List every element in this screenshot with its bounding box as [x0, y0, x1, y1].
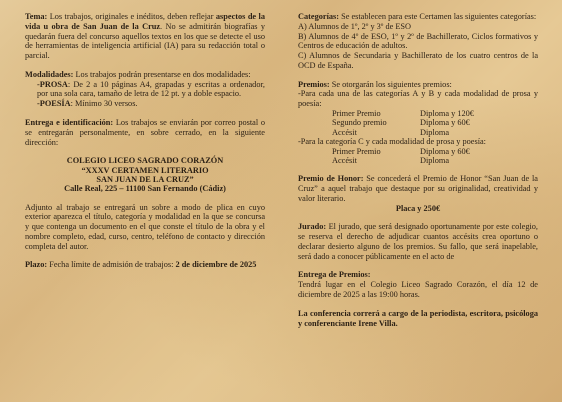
premios-ab-text: -Para cada una de las categorías A y B y cada modalidad de prosa y poesía:: [298, 89, 538, 109]
address-line-4: Calle Real, 225 – 11100 San Fernando (Cádiz): [64, 184, 226, 194]
prize-value: Diploma: [420, 155, 450, 165]
categorias-paragraph: [298, 12, 538, 22]
plazo-date: 2 de diciembre de 2025: [175, 260, 257, 270]
prize-row: [332, 118, 474, 127]
premios-text: Se otorgarán los siguientes premios:: [329, 79, 452, 89]
prize-name: Accésit: [332, 155, 357, 165]
honor-prize-text: Placa y 250€: [395, 203, 441, 213]
entrega-text: Los trabajos se enviarán por correo postal o se entregarán personalmente, en sobre cerrado, en la siguiente dirección:: [25, 118, 265, 147]
prize-value: Diploma y 60€: [420, 118, 470, 128]
categorias-title: Categorías:: [298, 12, 340, 21]
poesia-paragraph: [25, 99, 265, 109]
modalidades-title: Modalidades:: [25, 69, 74, 79]
entrega-premios-title-line: [298, 270, 538, 280]
premios-c-text: -Para la categoría C y cada modalidad de prosa y poesía:: [298, 136, 486, 146]
address-line-1: COLEGIO LICEO SAGRADO CORAZÓN: [66, 156, 224, 166]
entrega-title: Entrega e identificación:: [25, 118, 114, 128]
entrega-premios-title: Entrega de Premios:: [298, 270, 371, 280]
prize-row: [332, 128, 474, 137]
prize-row: [332, 156, 470, 165]
prizes-ab-table: [332, 109, 474, 137]
honor-prize: [298, 204, 538, 214]
prize-name: Primer Premio: [332, 146, 381, 156]
poesia-text: : Mínimo 30 versos.: [70, 99, 138, 109]
conferencia-text: La conferencia correrá a cargo de la periodista, escritora, psicóloga y conferenciante Irene Villa.: [298, 308, 538, 328]
entrega-paragraph: [25, 118, 265, 147]
adjunto-paragraph: Adjunto al trabajo se entregará un sobre a modo de plica en cuyo exterior aparezca el título, categoría y modalidad en la que se concursa y que contenga un documento en el que conste el título de la obra y el nombre completo, edad, curso, centro, teléfono de contacto y dirección completa del autor.: [25, 202, 265, 251]
premios-title: Premios:: [298, 79, 330, 89]
prosa-paragraph: [25, 80, 265, 100]
prizes-c-table: [332, 147, 470, 166]
tema-text-2: . No se admitirán biografías y quedarán fuera del concurso aquellos textos en los que se detecte el uso de herramientas de inteligencia artificial (IA) para su redacción total o parcial.: [25, 21, 265, 61]
category-b: B) Alumnos de 4º de ESO, 1º y 2º de Bachillerato, Ciclos formativos y Centros de educación de adultos.: [298, 31, 538, 51]
address-line-2: “XXXV CERTAMEN LITERARIO: [81, 165, 209, 175]
address-line-3: SAN JUAN DE LA CRUZ”: [96, 174, 194, 184]
tema-text: Los trabajos, originales e inéditos, deben reflejar: [47, 12, 216, 21]
plazo-title: Plazo:: [25, 260, 48, 270]
prize-name: Primer Premio: [332, 109, 381, 119]
jurado-title: Jurado:: [298, 222, 327, 232]
prize-name: Accésit: [332, 127, 357, 137]
modalidades-paragraph: [25, 70, 265, 80]
premios-paragraph: [298, 80, 538, 90]
categorias-text: Se establecen para este Certamen las siguientes categorías:: [339, 12, 537, 21]
entrega-premios-text: Tendrá lugar en el Colegio Liceo Sagrado Corazón, el día 12 de diciembre de 2025 a las 19:00 horas.: [298, 280, 538, 300]
honor-text: Se concederá el Premio de Honor “San Juan de la Cruz” a aquel trabajo que destaque por su originalidad, creatividad y valor literario.: [298, 174, 538, 203]
prosa-text: : De 2 a 10 páginas A4, grapadas y escritas a ordenador, por una sola cara, tamaño de letra de 12 pt. y a doble espacio.: [37, 79, 265, 99]
prosa-title: -PROSA: [37, 79, 68, 89]
plazo-text: Fecha límite de admisión de trabajos:: [47, 260, 176, 270]
plazo-paragraph: [25, 260, 265, 270]
prize-value: Diploma y 60€: [420, 146, 470, 156]
conferencia-paragraph: [298, 309, 538, 329]
honor-title: Premio de Honor:: [298, 174, 364, 184]
tema-bold: aspectos de la vida u obra de San Juan de la Cruz: [25, 12, 265, 31]
prize-value: Diploma: [420, 127, 450, 137]
prize-value: Diploma y 120€: [420, 109, 474, 119]
poesia-title: -POESÍA: [37, 99, 71, 109]
tema-title: Tema:: [25, 12, 48, 21]
honor-paragraph: [298, 174, 538, 203]
prize-row: [332, 147, 470, 156]
category-a: A) Alumnos de 1º, 2º y 3º de ESO: [298, 21, 412, 31]
tema-paragraph: [25, 12, 265, 61]
category-c: C) Alumnos de Secundaria y Bachillerato de los cuatro centros de la OCD de España.: [298, 51, 538, 70]
prize-name: Segundo premio: [332, 118, 387, 128]
modalidades-text: Los trabajos podrán presentarse en dos modalidades:: [73, 69, 251, 79]
prize-row: [332, 109, 474, 118]
left-column: [25, 12, 265, 270]
jurado-text: El jurado, que será designado oportunamente por este colegio, se reserva el derecho de adjudicar cuantos accésits crea oportuno o declarar desierto alguno de los premios. Su fallo, que será inapelable, será dado a conocer públicamente en el acto de: [298, 222, 538, 261]
right-column: [298, 12, 538, 328]
jurado-paragraph: [298, 222, 538, 261]
address-block: [25, 156, 265, 193]
